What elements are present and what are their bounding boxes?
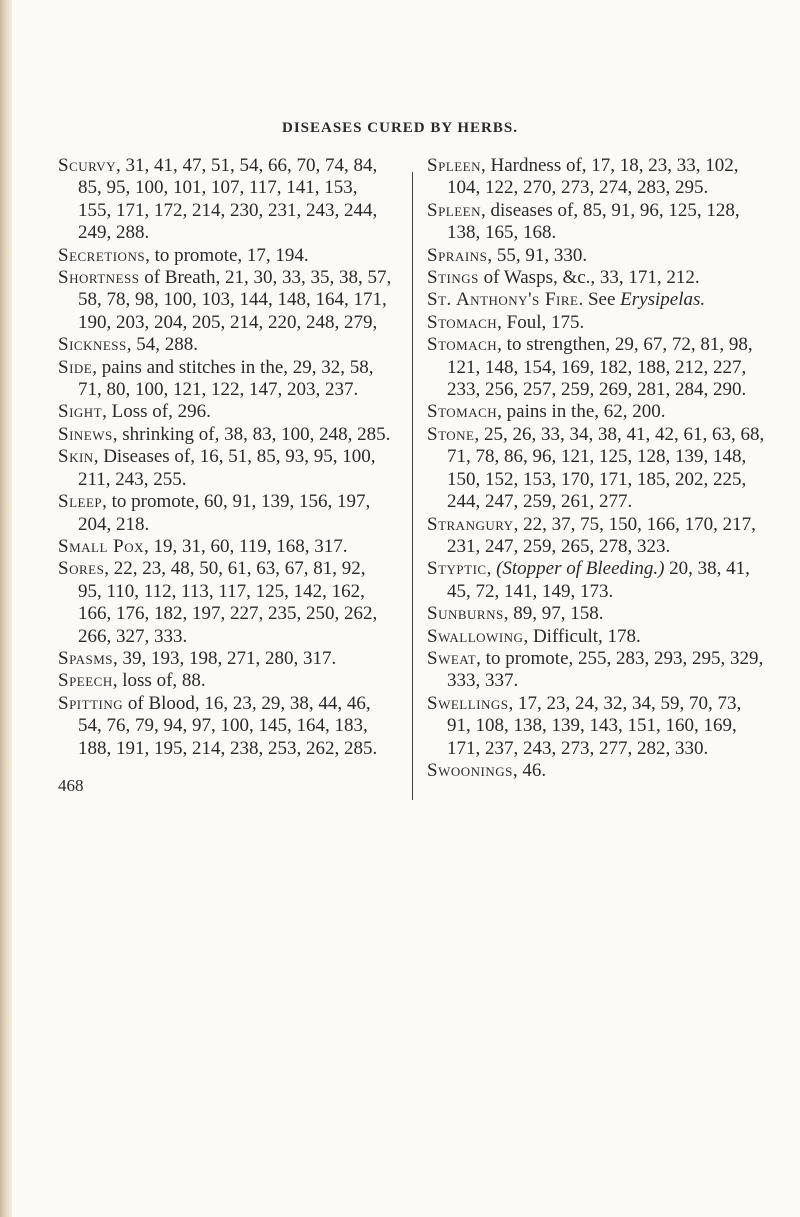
entry-heading: Skin [58, 446, 94, 468]
book-binding-edge [0, 0, 12, 1217]
entry-text: , Difficult, 178. [523, 625, 641, 647]
index-entry [58, 424, 393, 446]
entry-text: , Loss of, 296. [102, 401, 211, 423]
entry-text: , 22, 23, 48, 50, 61, 63, 67, 81, 92, 95, 110, 112, 113, 117, 125, 142, 162, 166, 176, 182, 197, 227, 235, 250, 262, 266, 327, 333. [78, 558, 378, 647]
entry-text: , 46. [512, 759, 547, 781]
index-entry [58, 558, 393, 648]
entry-heading: Small Pox [58, 535, 144, 557]
entry-text-continued: 20, 38, 41, 45, 72, 141, 149, 173. [447, 558, 750, 602]
entry-heading: Sinews [58, 423, 113, 445]
entry-text: , 54, 288. [126, 334, 198, 356]
entry-heading: Secretions [58, 244, 146, 266]
entry-heading: Sores [58, 558, 105, 580]
entry-heading: St. Anthony's Fire [427, 289, 579, 311]
index-entry [58, 357, 393, 402]
index-entry [58, 670, 393, 692]
entry-text: , Diseases of, 16, 51, 85, 93, 95, 100, 211, 243, 255. [78, 446, 376, 490]
index-entry [58, 155, 393, 245]
entry-parenthetical: (Stopper of Bleeding.) [496, 558, 665, 580]
entry-text: , 55, 91, 330. [487, 244, 588, 266]
index-entry [427, 245, 767, 267]
index-entry [427, 267, 767, 289]
entry-heading: Stings [427, 267, 479, 289]
index-entry [427, 200, 767, 245]
index-entry [58, 491, 393, 536]
index-entry [58, 334, 393, 356]
entry-heading: Sunburns [427, 603, 504, 625]
entry-text: of Breath, 21, 30, 33, 35, 38, 57, 58, 78, 98, 100, 103, 144, 148, 164, 171, 190, 203, 204, 205, 214, 220, 248, 279, [78, 267, 392, 333]
index-entry [427, 558, 767, 603]
index-entry [58, 446, 393, 491]
entry-text: , 19, 31, 60, 119, 168, 317. [144, 535, 348, 557]
index-entry [58, 267, 393, 334]
entry-heading: Sleep [58, 491, 103, 513]
index-entry [58, 693, 393, 760]
entry-heading: Stomach [427, 401, 498, 423]
entry-heading: Shortness [58, 267, 140, 289]
index-entry [427, 693, 767, 760]
entry-heading: Stomach [427, 334, 498, 356]
index-entry [427, 514, 767, 559]
entry-text: , to promote, 60, 91, 139, 156, 197, 204, 218. [78, 491, 371, 535]
entry-text: , shrinking of, 38, 83, 100, 248, 285. [112, 423, 391, 445]
entry-text: , 31, 41, 47, 51, 54, 66, 70, 74, 84, 85, 95, 100, 101, 107, 117, 141, 153, 155, 171, 172, 214, 230, 231, 243, 244, 249, 288. [78, 155, 378, 244]
entry-heading: Strangury [427, 513, 514, 535]
entry-heading: Spitting [58, 692, 124, 714]
entry-text: , to promote, 255, 283, 293, 295, 329, 333, 337. [447, 647, 764, 692]
entry-text: , diseases of, 85, 91, 96, 125, 128, 138, 165, 168. [447, 199, 740, 244]
entry-heading: Sweat [427, 647, 477, 669]
entry-text: , 89, 97, 158. [503, 603, 604, 625]
entry-heading: Stone [427, 423, 475, 445]
index-entry [427, 648, 767, 693]
entry-text: , to strengthen, 29, 67, 72, 81, 98, 121, 148, 154, 169, 182, 188, 212, 227, 233, 256, 257, 259, 269, 281, 284, 290. [447, 334, 753, 401]
entry-text: of Blood, 16, 23, 29, 38, 44, 46, 54, 76, 79, 94, 97, 100, 145, 164, 183, 188, 191, 195, 214, 238, 253, 262, 285. [78, 692, 378, 759]
index-entry [427, 626, 767, 648]
entry-text: , [486, 558, 497, 580]
index-entry [427, 334, 767, 401]
entry-heading: Spleen [427, 199, 482, 221]
entry-text: , loss of, 88. [112, 670, 206, 692]
entry-text: . See [578, 289, 616, 311]
entry-heading: Spleen [427, 155, 482, 176]
index-entry [427, 424, 767, 514]
entry-heading: Speech [58, 670, 113, 692]
entry-text: , Foul, 175. [497, 311, 585, 333]
column-divider [412, 172, 413, 800]
entry-text: , to promote, 17, 194. [145, 244, 309, 266]
entry-cross-reference: Erysipelas. [620, 289, 706, 311]
index-entry [427, 760, 767, 782]
entry-heading: Swellings [427, 692, 509, 714]
entry-text: , pains in the, 62, 200. [497, 401, 666, 423]
page-number: 468 [58, 776, 84, 795]
entry-heading: Stomach [427, 311, 498, 333]
entry-heading: Styptic [427, 558, 487, 580]
index-column-right [427, 155, 767, 782]
index-entry [427, 155, 767, 200]
index-entry [427, 603, 767, 625]
entry-heading: Swallowing [427, 625, 524, 647]
entry-heading: Scurvy [58, 155, 117, 176]
entry-heading: Spasms [58, 647, 114, 669]
entry-text: , Hardness of, 17, 18, 23, 33, 102, 104, 122, 270, 273, 274, 283, 295. [447, 155, 739, 199]
index-entry [427, 312, 767, 334]
index-entry [58, 245, 393, 267]
entry-text: , 25, 26, 33, 34, 38, 41, 42, 61, 63, 68, 71, 78, 86, 96, 121, 125, 128, 139, 148, 150, 152, 153, 170, 171, 185, 202, 225, 244, 247, 259, 261, 277. [447, 423, 765, 513]
index-column-left [58, 155, 393, 760]
entry-heading: Sickness [58, 334, 127, 356]
index-entry [58, 648, 393, 670]
entry-text: of Wasps, &c., 33, 171, 212. [478, 267, 700, 289]
page-header: DISEASES CURED BY HERBS. [281, 120, 518, 136]
index-entry [58, 536, 393, 558]
entry-text: , 17, 23, 24, 32, 34, 59, 70, 73, 91, 108, 138, 139, 143, 151, 160, 169, 171, 237, 243, 273, 277, 282, 330. [447, 692, 742, 759]
index-entry [427, 401, 767, 423]
entry-heading: Sprains [427, 244, 488, 266]
entry-text: , 39, 193, 198, 271, 280, 317. [113, 647, 337, 669]
entry-text: , pains and stitches in the, 29, 32, 58, 71, 80, 100, 121, 122, 147, 203, 237. [78, 356, 374, 401]
index-entry [427, 289, 767, 311]
entry-heading: Side [58, 356, 93, 378]
index-entry [58, 401, 393, 423]
entry-heading: Swoonings [427, 759, 513, 781]
entry-text: , 22, 37, 75, 150, 166, 170, 217, 231, 247, 259, 265, 278, 323. [447, 513, 756, 557]
entry-heading: Sight [58, 401, 103, 423]
